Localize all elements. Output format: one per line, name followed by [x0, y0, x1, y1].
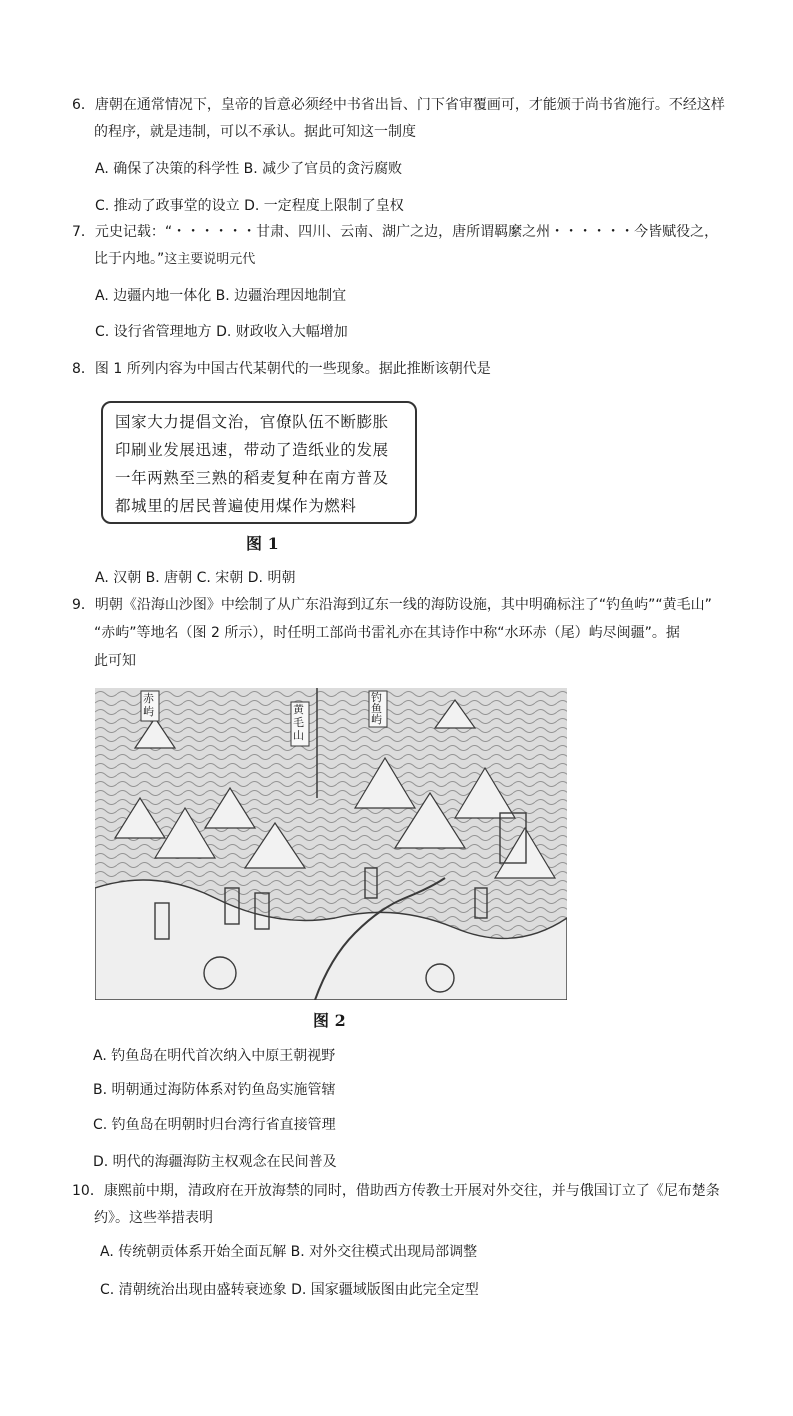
coastal-map-image	[95, 688, 567, 1000]
q7-question: 这主要说明元代	[164, 252, 256, 267]
q9-option-a: A. 钓鱼岛在明代首次纳入中原王朝视野	[93, 1048, 336, 1064]
q10-options-cd: C. 清朝统治出现由盛转衰迹象 D. 国家疆域版图由此完全定型	[100, 1282, 479, 1298]
q9-option-c: C. 钓鱼岛在明朝时归台湾行省直接管理	[93, 1117, 336, 1133]
q9-stem-line3: 此可知	[94, 653, 136, 669]
figure1-caption: 图 1	[246, 534, 279, 553]
q7-options-ab: A. 边疆内地一体化 B. 边疆治理因地制宜	[95, 288, 347, 304]
figure2-caption: 图 2	[313, 1011, 346, 1030]
figure1-line: 一年两熟至三熟的稻麦复种在南方普及	[115, 469, 389, 487]
q10-stem-line1: 10．康熙前中期，清政府在开放海禁的同时，借助西方传教士开展对外交往，并与俄国订立了《尼布楚条	[72, 1183, 720, 1199]
coastal-map-drawing	[95, 688, 567, 1000]
q9-option-b: B. 明朝通过海防体系对钓鱼岛实施管辖	[93, 1082, 336, 1098]
q6-options-ab: A. 确保了决策的科学性 B. 减少了官员的贪污腐败	[95, 161, 403, 177]
q6-options-cd: C. 推动了政事堂的设立 D. 一定程度上限制了皇权	[95, 198, 404, 214]
figure1-line: 都城里的居民普遍使用煤作为燃料	[115, 497, 357, 515]
q7-options-cd: C. 设行省管理地方 D. 财政收入大幅增加	[95, 324, 348, 340]
q6-stem-line2: 的程序，就是违制，可以不承认。据此可知这一制度	[94, 124, 416, 140]
q7-stem-line1: 7．元史记载：“・・・・・・甘肃、四川、云南、湖广之边，唐所谓羁縻之州・・・・・・今皆赋役之，	[72, 224, 719, 240]
q9-option-d: D. 明代的海疆海防主权观念在民间普及	[93, 1154, 337, 1170]
q9-stem-line2: “赤屿”等地名（图 2 所示），时任明工部尚书雷礼亦在其诗作中称“水环赤（尾）屿尽闽疆”。据	[94, 625, 680, 641]
q10-stem-line2: 约》。这些举措表明	[94, 1210, 213, 1226]
figure1-line: 印刷业发展迅速，带动了造纸业的发展	[115, 441, 389, 459]
map-label-diaoyuyu: 钓鱼屿	[371, 691, 382, 726]
q9-stem-line1: 9．明朝《沿海山沙图》中绘制了从广东沿海到辽东一线的海防设施，其中明确标注了“钓鱼屿”“黄毛山”	[72, 597, 712, 613]
q7-stem-line2	[94, 249, 255, 270]
q7-quote-end: 比于内地。”	[94, 251, 165, 267]
figure1-line: 国家大力提倡文治，官僚队伍不断膨胀	[115, 413, 389, 431]
map-label-huangmaoshan: 黄毛山	[293, 703, 304, 742]
figure1-box	[101, 401, 417, 524]
map-label-chiyu: 赤屿	[143, 692, 154, 718]
q10-options-ab: A. 传统朝贡体系开始全面瓦解 B. 对外交往模式出现局部调整	[100, 1244, 478, 1260]
q6-stem-line1: 6．唐朝在通常情况下，皇帝的旨意必须经中书省出旨、门下省审覆画可，才能颁于尚书省施行。不经这样	[72, 97, 725, 113]
q8-options: A. 汉朝 B. 唐朝 C. 宋朝 D. 明朝	[95, 570, 296, 586]
q8-stem: 8．图 1 所列内容为中国古代某朝代的一些现象。据此推断该朝代是	[72, 361, 491, 377]
